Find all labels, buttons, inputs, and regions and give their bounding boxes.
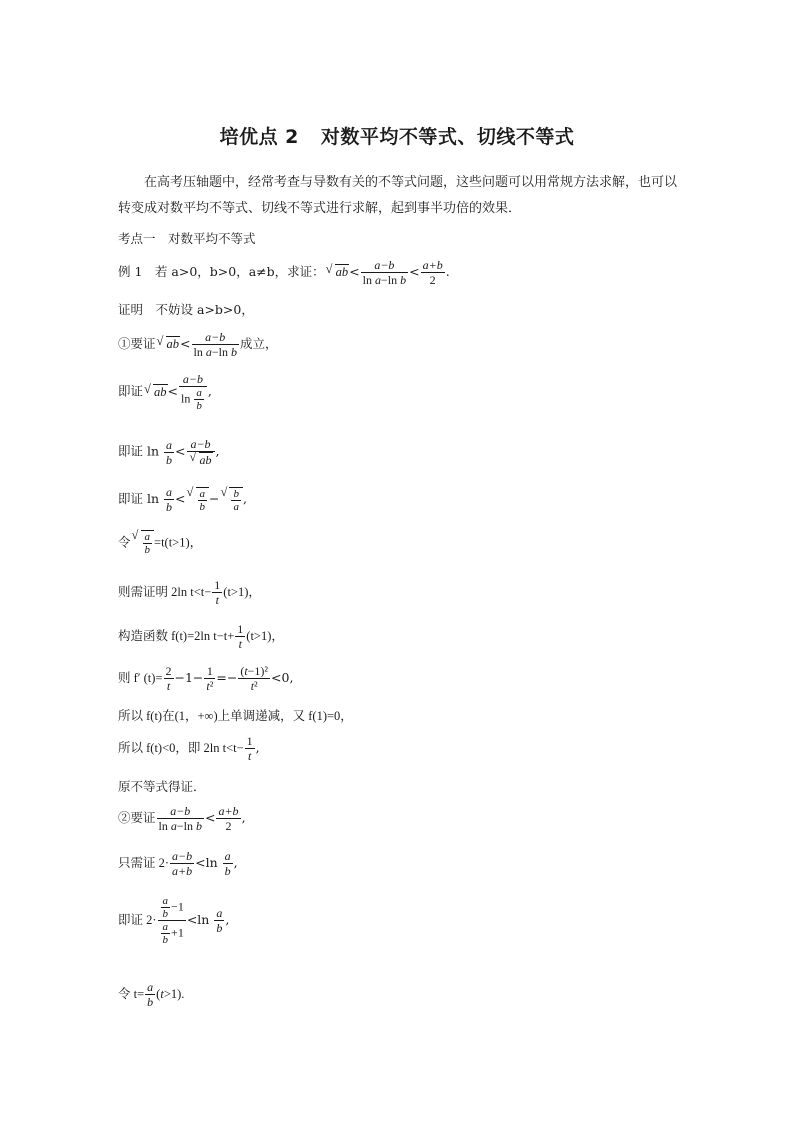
title-label: 培优点 2 xyxy=(219,126,299,148)
log-mean-fraction: $\frac{a-b}{\text{ln a−ln b}}$ xyxy=(158,804,202,833)
sqrt-ab: √ ab xyxy=(166,336,181,352)
proof-label: 证明 xyxy=(118,302,144,317)
proof-step-13: 只需证 2· $\frac{a-b}{a+b}$ <ln $\frac{a}{b}$ , xyxy=(118,849,238,878)
example-label: 例 1 xyxy=(118,264,143,279)
a-over-b: $\frac{a}{b}$ xyxy=(147,980,154,1009)
a-over-b: $\frac{a}{b}$ xyxy=(166,437,173,467)
example-line: 例 1 若 a>0，b>0，a≠b，求证：√ ab< $\frac{a-b}{\text{ln a−ln b}}$ < $\frac{a+b}{2}$ . xyxy=(118,258,450,287)
proof-step-12: ②要证 $\frac{a-b}{\text{ln a−ln b}}$ < $\frac{a+b}{2}$ , xyxy=(118,804,246,833)
a-over-b: $\frac{a}{b}$ xyxy=(216,906,223,935)
nested-fraction: $\frac{a}{b}$ −1 $\frac{a}{b}$ +1 xyxy=(158,895,186,946)
proof-assumption: 不妨设 a>b>0， xyxy=(155,302,254,317)
a-over-b: $\frac{a}{b}$ xyxy=(166,485,173,514)
proof-step-6 xyxy=(118,578,261,607)
step-5-prefix: 令 xyxy=(118,534,131,550)
ratio-fraction: a−b ln $\frac{a}{b}$ xyxy=(179,372,207,412)
step-13-prefix: 只需证 2· xyxy=(118,856,170,870)
proof-step-2: 即证√ ab< a−b ln $\frac{a}{b}$ , xyxy=(118,372,212,412)
step-1-suffix: 成立， xyxy=(239,336,278,351)
step-7-prefix: 构造函数 f(t)=2ln t−t+ xyxy=(118,629,235,643)
step-2-prefix: 即证 xyxy=(118,383,144,399)
log-mean-fraction: $\frac{a-b}{\text{ln a−ln b}}$ xyxy=(362,258,407,287)
a-over-b: $\frac{a}{b}$ xyxy=(224,849,231,878)
step-12-prefix: ②要证 xyxy=(118,810,156,825)
proof-step-1: ①要证√ ab< $\frac{a-b}{\text{ln a−ln b}}$ 成立， xyxy=(118,330,277,359)
proof-step-14: 即证 2· $\frac{a}{b}$ −1 $\frac{a}{b}$ +1 <ln $\frac{a}{b}$ , xyxy=(118,895,230,946)
sqrt-ab: √ ab xyxy=(335,264,350,280)
step-3-prefix: 即证 ln xyxy=(118,443,160,459)
page-title xyxy=(0,122,794,149)
sqrt-ab: √ ab xyxy=(153,384,168,400)
one-over-t-squared: $\frac{1}{\text{t²}}$ xyxy=(206,664,214,693)
one-over-t: $\frac{1}{t}$ xyxy=(246,734,253,763)
proof-step-8: 则 f′ (t)= $\frac{2}{t}$ −1− $\frac{1}{\text{t²}}$ =− $\frac{\text{(t−1)²}}{\text{t²}}$ <0, xyxy=(118,664,294,693)
proof-step-7 xyxy=(118,622,284,651)
proof-step-3: 即证 ln $\frac{a}{b}$ < a−b √ ab , xyxy=(118,437,219,467)
step-14-prefix: 即证 2· xyxy=(118,913,157,927)
one-over-t: $\frac{1}{t}$ xyxy=(237,622,244,651)
step-10-prefix: 所以 f(t)<0，即 2ln t<t− xyxy=(118,741,244,755)
sqrt-b-over-a: √ $\frac{b}{a}$ xyxy=(229,487,243,513)
example-condition: 若 a>0，b>0，a≠b，求证： xyxy=(154,264,325,279)
proof-step-10: 所以 f(t)<0，即 2ln t<t− $\frac{1}{t}$ , xyxy=(118,734,260,763)
arith-mean-fraction: $\frac{a+b}{2}$ xyxy=(422,258,443,287)
step-8-prefix: 则 f′ (t)= xyxy=(118,671,163,685)
sqrt-a-over-b: √ $\frac{a}{b}$ xyxy=(196,487,210,513)
diff-over-sum: $\frac{a-b}{a+b}$ xyxy=(172,849,193,878)
derivative-fraction: $\frac{\text{(t−1)²}}{\text{t²}}$ xyxy=(240,664,269,693)
arith-mean-fraction: $\frac{a+b}{2}$ xyxy=(218,804,239,833)
title-text: 对数平均不等式、切线不等式 xyxy=(320,126,575,148)
log-mean-fraction: $\frac{a-b}{\text{ln a−ln b}}$ xyxy=(193,330,237,359)
intro-paragraph: 在高考压轴题中，经常考查与导数有关的不等式问题，这些问题可以用常规方法求解，也可以转变成对数平均不等式、切线不等式进行求解，起到事半功倍的效果． xyxy=(118,175,678,216)
step-15-prefix: 令 t= xyxy=(118,987,145,1001)
step-1-prefix: ①要证 xyxy=(118,336,156,351)
diff-over-sqrt: a−b √ ab xyxy=(187,437,215,467)
step-6-suffix: (t>1)， xyxy=(223,585,261,599)
proof-step-15: 令 t= $\frac{a}{b}$ (t>1). xyxy=(118,980,185,1009)
section-heading: 考点一 对数平均不等式 xyxy=(118,231,256,246)
step-6-prefix: 则需证明 2ln t<t− xyxy=(118,585,212,599)
two-over-t: $\frac{2}{t}$ xyxy=(165,664,172,693)
sqrt-a-over-b: √ $\frac{a}{b}$ xyxy=(141,530,155,556)
proof-step-4: 即证 ln $\frac{a}{b}$ < √ $\frac{a}{b}$ − √ $\frac{b}{a}$ , xyxy=(118,485,247,514)
one-over-t: $\frac{1}{t}$ xyxy=(214,578,221,607)
step-4-prefix: 即证 ln xyxy=(118,491,160,506)
proof-start xyxy=(118,300,254,318)
proof-step-9: 所以 f(t)在(1，+∞)上单调递减，又 f(1)=0， xyxy=(118,709,353,723)
proof-step-5 xyxy=(118,530,202,556)
step-5-suffix: =t(t>1)， xyxy=(154,535,203,550)
proof-step-11: 原不等式得证． xyxy=(118,779,206,794)
step-7-suffix: (t>1)， xyxy=(246,629,284,643)
